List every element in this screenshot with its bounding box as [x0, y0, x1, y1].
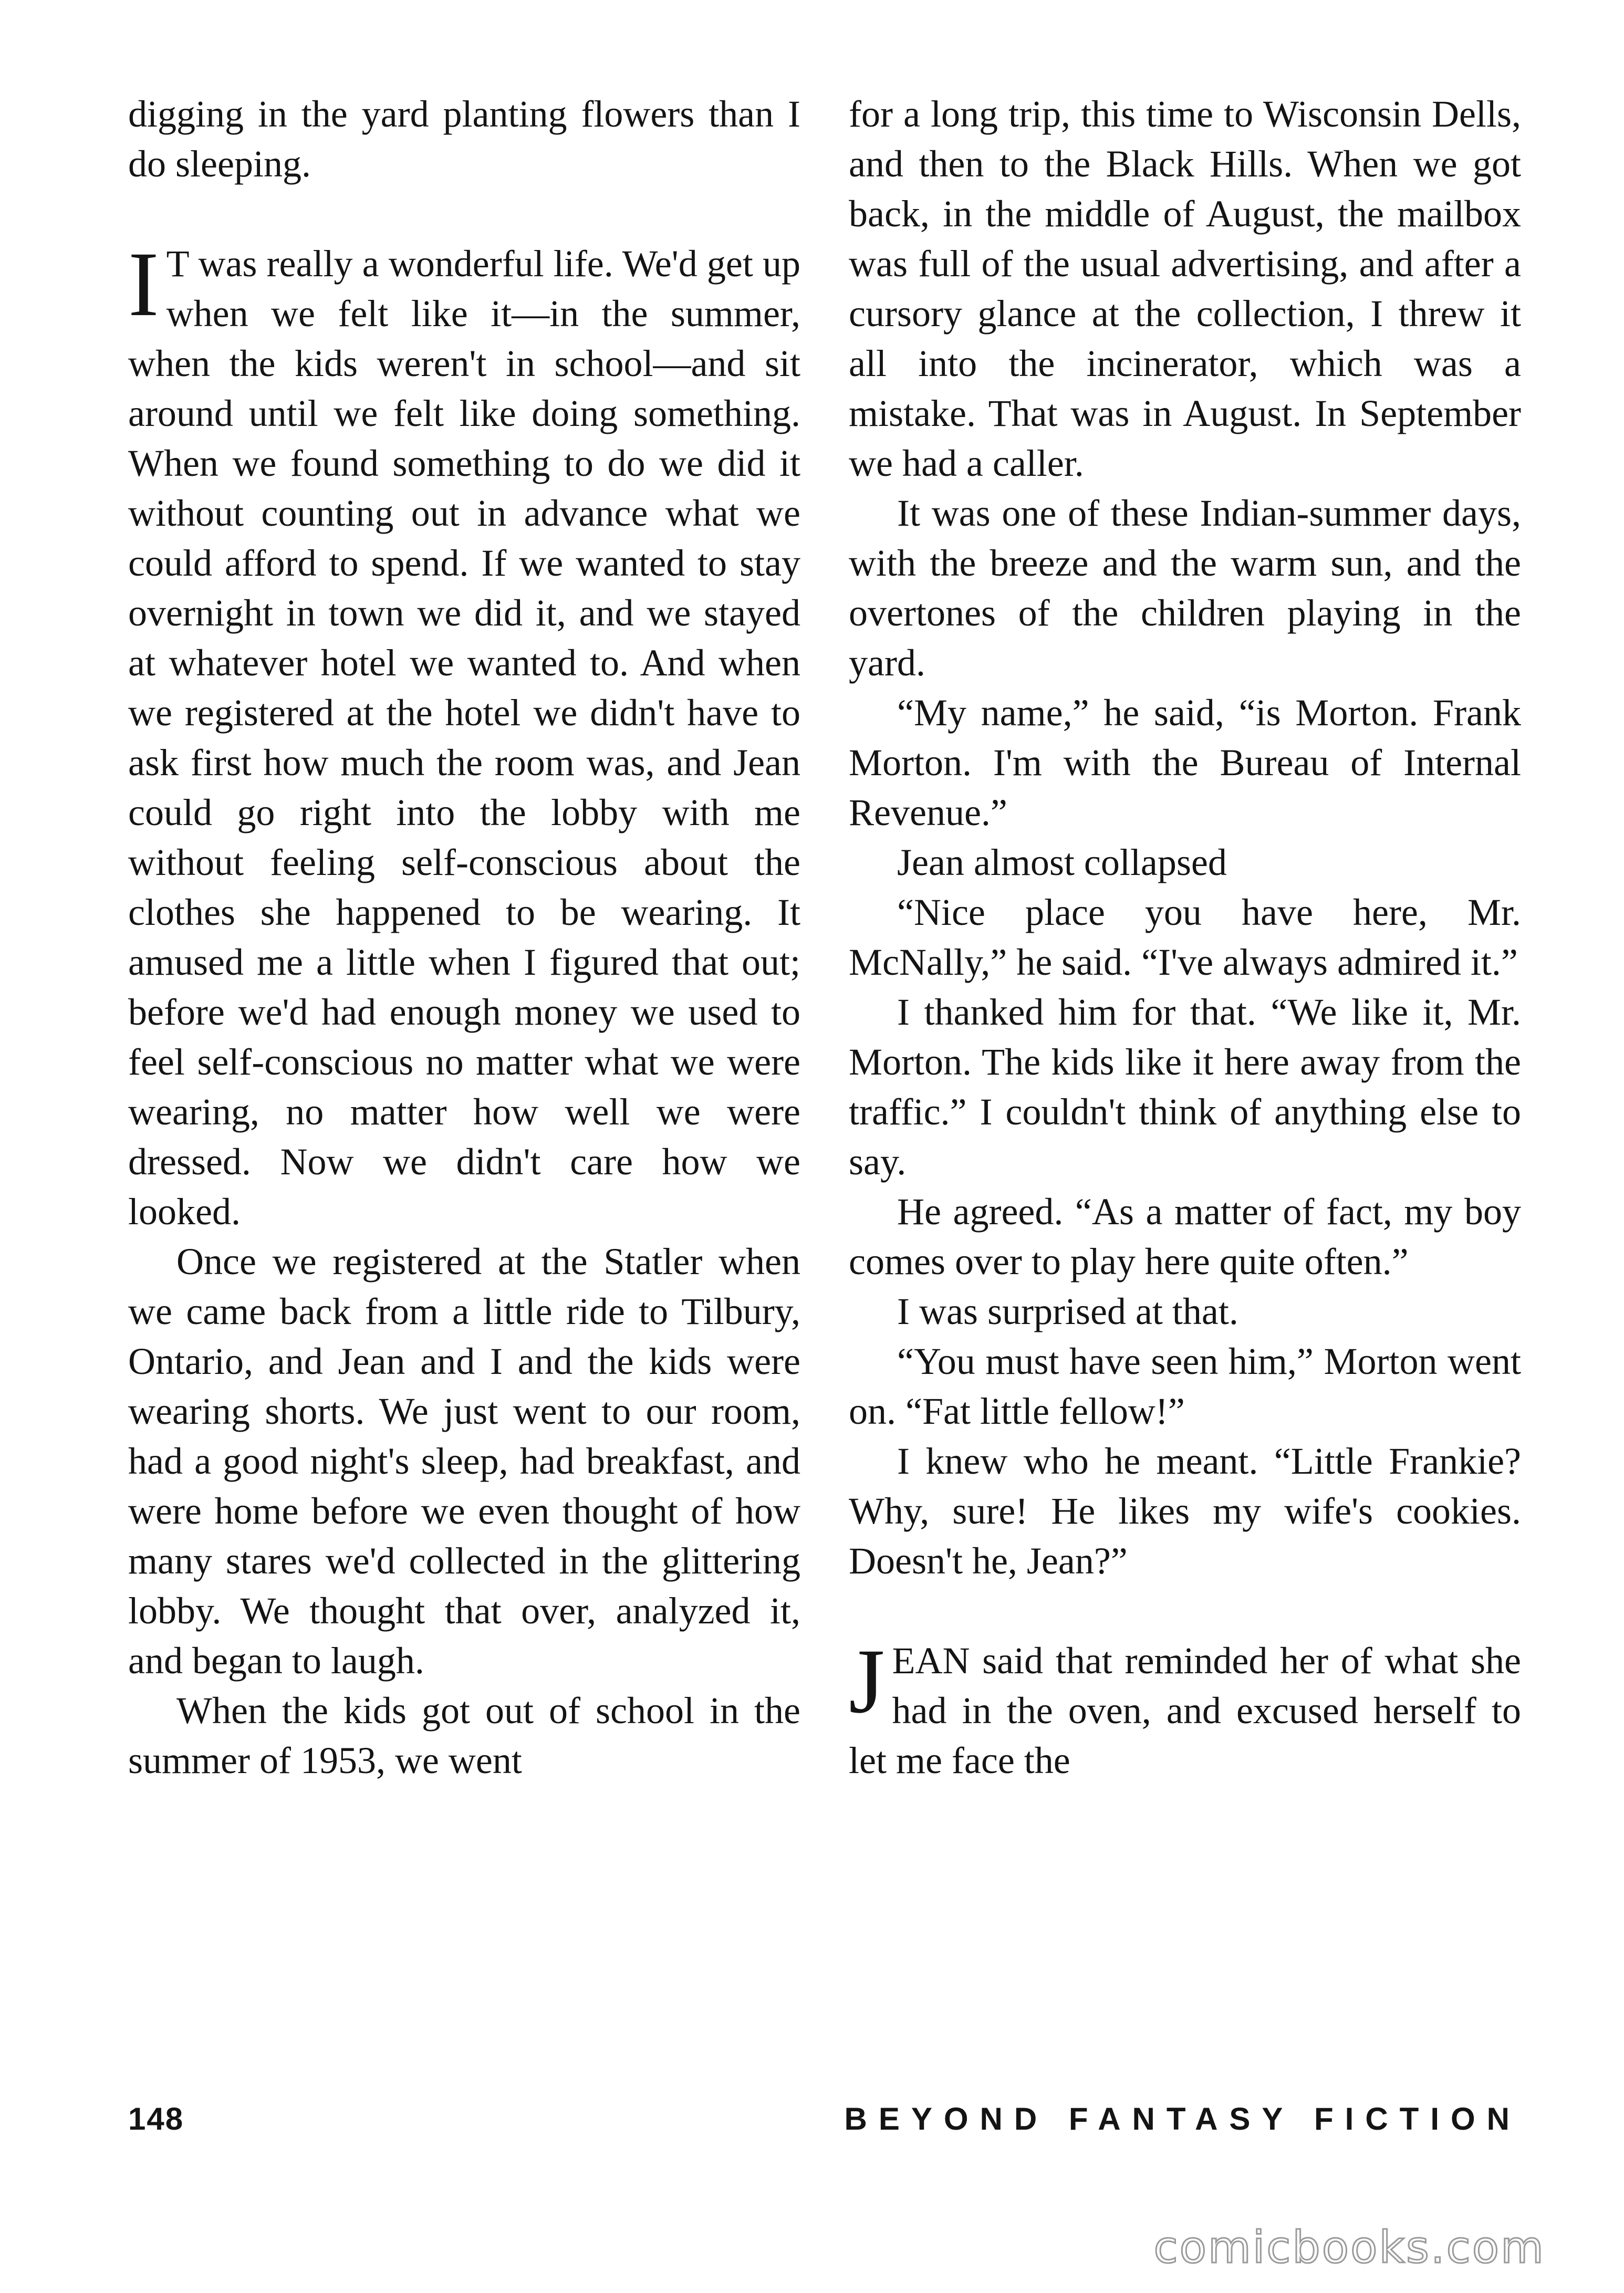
paragraph: for a long trip, this time to Wisconsin Dells, and then to the Black Hills. When we got back, in the middle of August, the mailbox was full of the usual advertising, and after a cursory glance at the collection, I threw it all into the incinerator, which was a mistake. That was in August. In September we had a caller.: [849, 93, 1521, 484]
paragraph: When the kids got out of school in the summer of 1953, we went: [128, 1690, 800, 1781]
paragraph: I thanked him for that. “We like it, Mr. Morton. The kids like it here away from the traffic.” I couldn't think of anything else to say.: [849, 991, 1521, 1183]
paragraph-dropcap: [128, 233, 800, 1237]
paragraph-dropcap: [849, 1630, 1521, 1786]
paragraph: Jean almost collapsed: [897, 841, 1227, 883]
paragraph: Once we registered at the Statler when we came back from a little ride to Tilbury, Ontario, and Jean and I and the kids were wearing shorts. We just went to our room, had a good night's sleep, had breakfast, and were home before we even thought of how many stares we'd collected in the glittering lobby. We thought that over, analyzed it, and began to laugh.: [128, 1241, 800, 1682]
drop-cap: J: [849, 1630, 885, 1733]
right-column: [849, 89, 1521, 1786]
paragraph: It was one of these Indian-summer days, with the breeze and the warm sun, and the overtones of the children playing in the yard.: [849, 492, 1521, 684]
running-footer-title: BEYOND FANTASY FICTION: [844, 2101, 1521, 2136]
watermark: comicbooks.com: [1153, 2222, 1545, 2273]
drop-cap: I: [128, 233, 159, 336]
paragraph: “My name,” he said, “is Morton. Frank Morton. I'm with the Bureau of Internal Revenue.”: [849, 692, 1521, 833]
paragraph: I was surprised at that.: [897, 1290, 1238, 1332]
paragraph: “Nice place you have here, Mr. McNally,” he said. “I've always admired it.”: [849, 891, 1521, 983]
page-number: 148: [128, 2101, 184, 2136]
paragraph: digging in the yard planting flowers than I do sleeping.: [128, 93, 800, 185]
paragraph: “You must have seen him,” Morton went on. “Fat little fellow!”: [849, 1340, 1521, 1432]
paragraph-text: T was really a wonderful life. We'd get up when we felt like it—in the summer, when the kids weren't in school—and sit around until we felt like doing something. When we found something to do we did it without counting out in advance what we could afford to spend. If we wanted to stay overnight in town we did it, and we stayed at whatever hotel we wanted to. And when we registered at the hotel we didn't have to ask first how much the room was, and Jean could go right into the lobby with me without feeling self-conscious about the clothes she happened to be wearing. It amused me a little when I figured that out; before we'd had enough money we used to feel self-conscious no matter what we were wearing, no matter how well we were dressed. Now we didn't care how we looked.: [128, 243, 800, 1233]
paragraph-text: EAN said that reminded her of what she had in the oven, and excused herself to let me face the: [849, 1640, 1521, 1781]
left-column: [128, 89, 800, 1786]
paragraph: I knew who he meant. “Little Frankie? Why, sure! He likes my wife's cookies. Doesn't he, Jean?”: [849, 1440, 1521, 1582]
paragraph: He agreed. “As a matter of fact, my boy comes over to play here quite often.”: [849, 1191, 1521, 1283]
